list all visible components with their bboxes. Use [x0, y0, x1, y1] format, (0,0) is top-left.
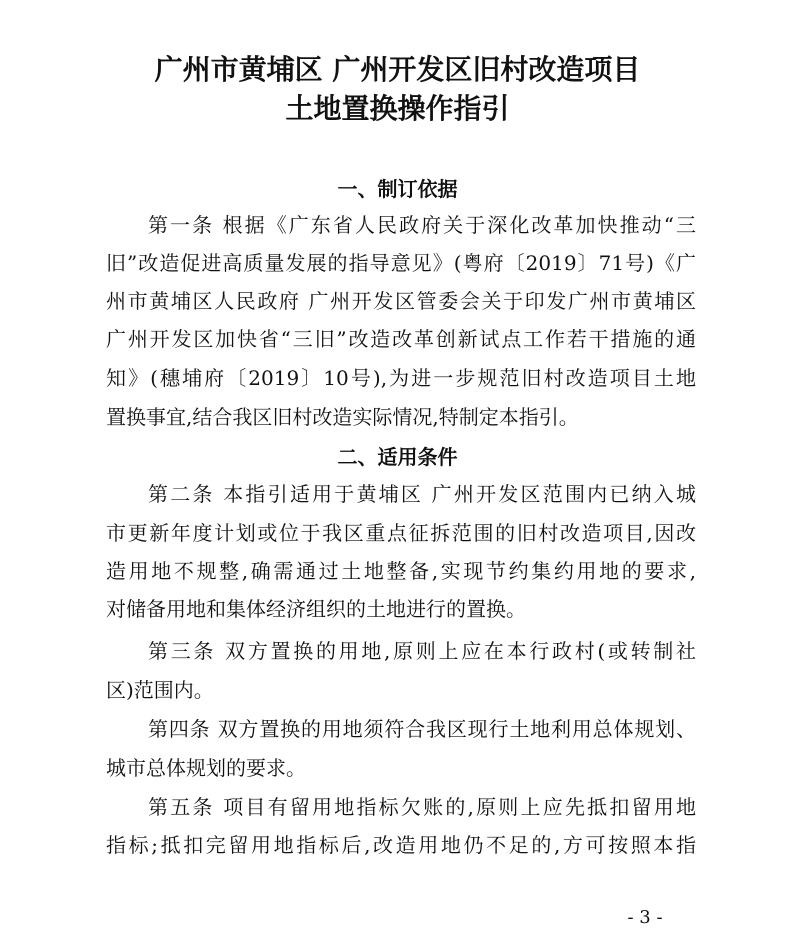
- page-number: - 3 -: [627, 907, 663, 928]
- article-4-line: 城市总体规划的要求。: [106, 756, 306, 780]
- article-2-line: 第二条 本指引适用于黄埔区 广州开发区范围内已纳入城: [148, 482, 696, 506]
- article-1-line: 置换事宜,结合我区旧村改造实际情况,特制定本指引。: [106, 405, 579, 429]
- article-4-line: 第四条 双方置换的用地须符合我区现行土地利用总体规划、: [148, 717, 696, 741]
- document-title-line-1: 广州市黄埔区 广州开发区旧村改造项目: [154, 53, 641, 86]
- article-1-line: 知》(穗埔府〔2019〕10号),为进一步规范旧村改造项目土地: [106, 366, 696, 390]
- article-1-line: 旧”改造促进高质量发展的指导意见》(粤府〔2019〕71号)《广: [106, 251, 696, 275]
- article-3-line: 第三条 双方置换的用地,原则上应在本行政村(或转制社: [148, 639, 696, 663]
- article-3-line: 区)范围内。: [106, 678, 214, 702]
- article-2-line: 造用地不规整,确需通过土地整备,实现节约集约用地的要求,: [106, 559, 696, 583]
- section-heading-basis: 一、制订依据: [337, 177, 458, 201]
- document-title-line-2: 土地置换操作指引: [285, 92, 510, 125]
- article-1-line: 州市黄埔区人民政府 广州开发区管委会关于印发广州市黄埔区: [106, 289, 696, 313]
- article-5-line: 指标;抵扣完留用地指标后,改造用地仍不足的,方可按照本指: [106, 833, 696, 857]
- article-5-line: 第五条 项目有留用地指标欠账的,原则上应先抵扣留用地: [148, 795, 696, 819]
- article-1-line: 广州开发区加快省“三旧”改造改革创新试点工作若干措施的通: [106, 327, 696, 351]
- article-2-line: 对储备用地和集体经济组织的土地进行的置换。: [106, 597, 526, 621]
- section-heading-conditions: 二、适用条件: [337, 445, 458, 469]
- article-2-line: 市更新年度计划或位于我区重点征拆范围的旧村改造项目,因改: [106, 521, 696, 545]
- article-1-line: 第一条 根据《广东省人民政府关于深化改革加快推动“三: [148, 213, 696, 237]
